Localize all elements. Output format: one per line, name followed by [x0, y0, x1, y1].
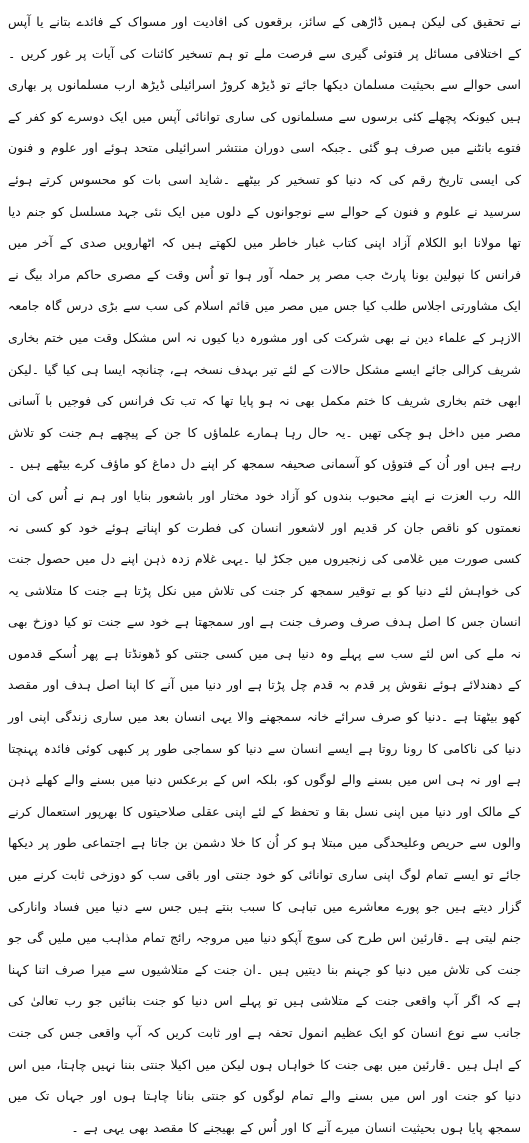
article-body-text: نے تحقیق کی لیکن ہمیں ڈاڑھی کے سائز، برقعوں کی افادیت اور مسواک کے فائدے بتانے یا آپس کے اختلافی مسائل پر فتوئی گیری سے فرصت ملے تو ہم تسخیر کائنات کی آیات پر غور کریں ۔اسی حوالے سے بحیثیت مسلمان دیکھا جائے تو ڈیڑھ کروڑ اسرائیلی ڈیڑھ ارب مسلمانوں پر بھاری ہیں کیونکہ پچھلے کئی برسوں سے مسلمانوں کی ساری توانائی آپس میں ایک دوسرے کو کفر کے فتوے بانٹنے میں صرف ہو گئی ۔جبکہ اسی دوران منتشر اسرائیلی متحد ہوئے اور علوم و فنون کی ایسی تاریخ رقم کی کہ دنیا کو تسخیر کر بیٹھے ۔شاید اسی بات کو محسوس کرتے ہوئے سرسید نے علوم و فنون کے حوالے سے نوجوانوں کے دلوں میں ایک نئی جہد مسلسل کو جنم دیا تھا مولانا ابو الکلام آزاد اپنی کتاب غبار خاطر میں لکھتے ہیں کہ اٹھارویں صدی کے آخر میں فرانس کا نپولین بونا پارٹ جب مصر پر حملہ آور ہوا تو اُس وقت کے مصری حاکم مراد بیگ نے ایک مشاورتی اجلاس طلب کیا جس میں مصر میں قائم اسلام کی سب سے بڑی درس گاہ جامعہ الازہر کے علماء دین نے بھی شرکت کی اور مشورہ دیا کیوں نہ اس مشکل وقت میں ختم بخاری شریف کرالی جائے ایسے مشکل حالات کے لئے تیر بہدف نسخہ ہے، چنانچہ ایسا ہی کیا گیا ۔لیکن ابھی ختم بخاری شریف کا ختم مکمل بھی نہ ہو پایا تھا کہ تب تک فرانس کی فوجیں با آسانی مصر میں داخل ہو چکی تھیں ۔یہ حال رہا ہمارے علماؤں کا جن کے پیچھے ہم جنت کو تلاش رہے ہیں اور اُن کے فتوؤں کو آسمانی صحیفہ سمجھ کر اپنے دل دماغ کو ماؤف کرے بیٹھے ہیں ۔اللہ رب العزت نے اپنے محبوب بندوں کو آزاد خود مختار اور باشعور بنایا اور ہم نے اُس کی ان نعمتوں کو ناقص جان کر قدیم اور لاشعور انسان کی فطرت کو اپناتے ہوئے خود کو کسی نہ کسی صورت میں غلامی کی زنجیروں میں جکڑ لیا ۔یہی غلام زدہ ذہن اپنے دل میں حصول جنت کی خواہش لئے دنیا کو بے توقیر سمجھ کر جنت کی تلاش میں نکل پڑتا ہے جنت کا متلاشی یہ انسان جس کا اصل ہدف صرف وصرف جنت ہے اور سمجھتا ہے خود سے جنت تو کیا دوزخ بھی نہ ملے کی اس لئے سب سے پہلے وہ دنیا ہی میں کسی جنتی کو ڈھونڈتا ہے پھر اُسکے قدموں کے دھندلائے ہوئے نقوش پر قدم بہ قدم چل پڑتا ہے اور دنیا میں آنے کا اپنا اصل ہدف اور مقصد کھو بیٹھتا ہے ۔دنیا کو صرف سرائے خانہ سمجھنے والا یہی انسان بعد میں ساری زندگی اپنی اور دنیا کی ناکامی کا رونا روتا ہے ایسے انسان سے دنیا کو سماجی طور پر کبھی کوئی فائدہ پہنچتا ہے اور نہ ہی اس میں بسنے والے لوگوں کو، بلکہ اس کے برعکس دنیا میں بسنے والے کھلے ذہن کے مالک اور دنیا میں اپنی نسل بقا و تحفظ کے لئے اپنی عقلی صلاحیتوں کا بھرپور استعمال کرنے والوں سے حریص وعلیحدگی میں مبتلا ہو کر اُن کا خلا دشمن بن جاتا ہے اجتماعی طور پر دیکھا جائے تو ایسے تمام لوگ اپنی ساری توانائی کو خود جنتی اور باقی سب کو دوزخی ثابت کرنے میں گزار دیتے ہیں جو پورے معاشرے میں تباہی کا سبب بنتے ہیں جس سے دنیا میں فساد وانارکی جنم لیتی ہے ۔قارئین اس طرح کی سوچ آپکو دنیا میں مروجہ رائج تمام مذاہب میں ملیں گی جو جنت کی تلاش میں دنیا کو جہنم بنا دیتیں ہیں ۔ان جنت کے متلاشیوں سے میرا صرف اتنا کہنا ہے کہ اگر آپ واقعی جنت کے متلاشی ہیں تو پہلے اس دنیا کو جنت بنائیں جو رب تعالیٰ کی جانب سے نوع انسان کو ایک عظیم انمول تحفہ ہے اور ثابت کریں کہ آپ واقعی جس کی جنت کے اہل ہیں ۔قارئین میں بھی جنت کا خواہاں ہوں لیکن میں اکیلا جنتی بننا نہیں چاہتا، میں اس دنیا کو جنت اور اس میں بسنے والے تمام لوگوں کو جنتی بنانا چاہتا ہوں اور جہاں تک میں سمجھ پایا ہوں بحیثیت انسان میرے آنے کا اور اُس کے بھیجنے کا مقصد بھی یہی ہے ۔ [8, 14, 521, 1135]
